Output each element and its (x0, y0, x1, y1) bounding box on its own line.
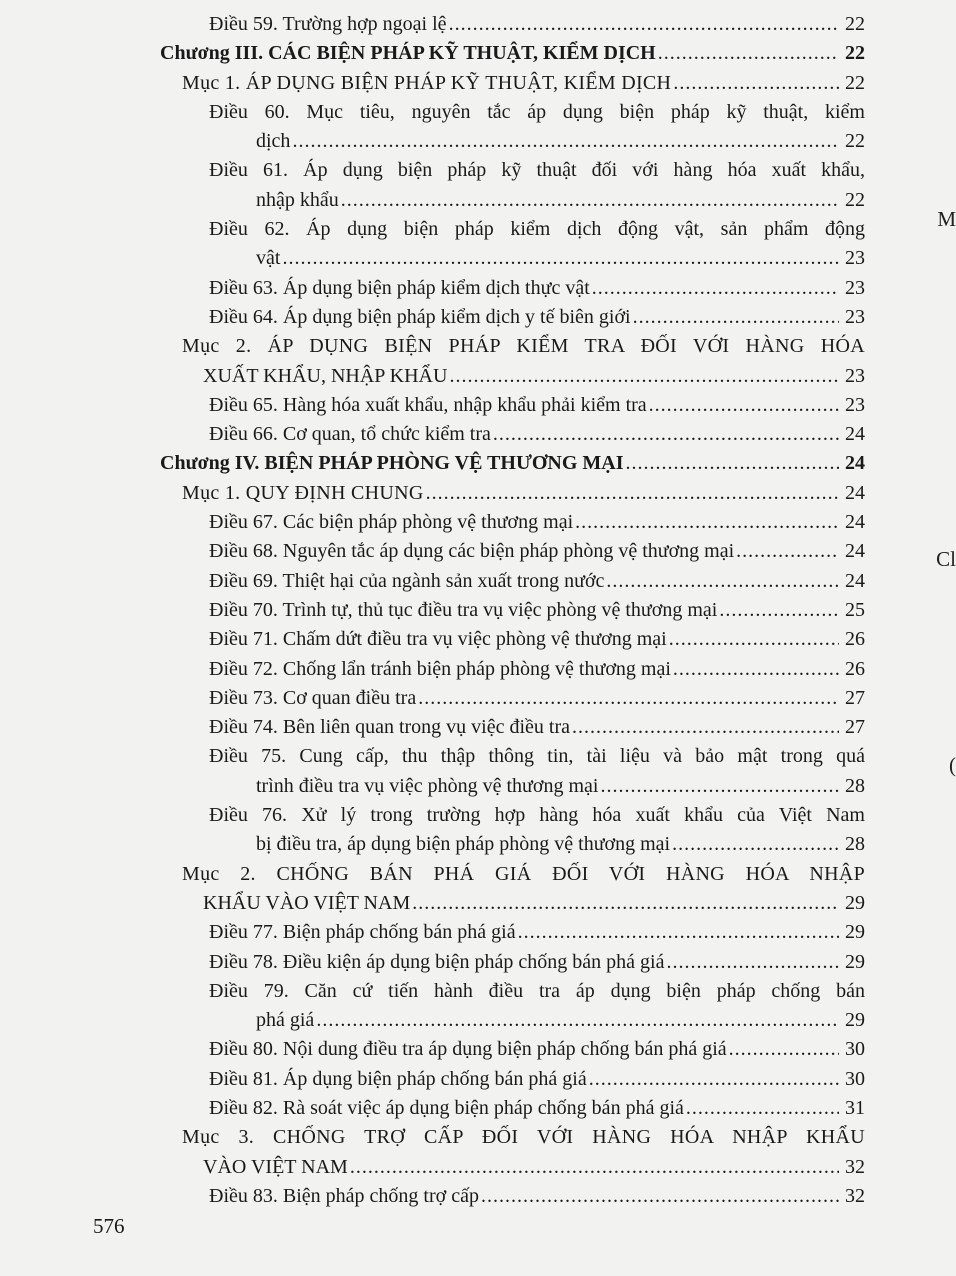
entry-page-number: 29 (845, 950, 865, 973)
entry-title: Điều 75. Cung cấp, thu thập thông tin, tài liệu và bảo mật trong quá (209, 745, 865, 768)
chapter-heading (0, 449, 956, 478)
dot-leader (666, 948, 839, 977)
entry-page-number: 22 (845, 71, 865, 94)
article-entry (0, 977, 956, 1006)
dot-leader (316, 1006, 839, 1035)
section-heading (0, 332, 956, 361)
article-entry-continuation (0, 186, 956, 215)
entry-title: Điều 62. Áp dụng biện pháp kiểm dịch động vật, sản phẩm động (209, 218, 865, 241)
article-entry (0, 1182, 956, 1211)
entry-page-number: 24 (845, 423, 865, 446)
dot-leader (633, 303, 839, 332)
entry-page-number: 24 (845, 511, 865, 534)
entry-title: Điều 78. Điều kiện áp dụng biện pháp chống bán phá giá (209, 950, 665, 973)
dot-leader (493, 420, 839, 449)
entry-page-number: 27 (845, 716, 865, 739)
dot-leader (672, 830, 839, 859)
next-page-fragment: M (937, 207, 956, 231)
article-entry-continuation (0, 244, 956, 273)
entry-title: Điều 73. Cơ quan điều tra (209, 686, 417, 709)
entry-page-number: 29 (845, 891, 865, 914)
dot-leader (589, 1065, 839, 1094)
entry-title-continuation: KHẨU VÀO VIỆT NAM (203, 891, 411, 914)
section-heading (0, 1123, 956, 1152)
article-entry (0, 742, 956, 771)
entry-title: Mục 1. QUY ĐỊNH CHUNG (182, 481, 424, 504)
entry-page-number: 24 (845, 540, 865, 563)
entry-title-continuation: trình điều tra vụ việc phòng vệ thương mại (256, 774, 599, 797)
entry-title: Điều 79. Căn cứ tiến hành điều tra áp dụng biện pháp chống bán (209, 979, 865, 1002)
dot-leader (418, 684, 839, 713)
section-heading (0, 69, 956, 98)
dot-leader (686, 1094, 839, 1123)
section-heading (0, 479, 956, 508)
dot-leader (481, 1182, 839, 1211)
entry-title-continuation: bị điều tra, áp dụng biện pháp phòng vệ thương mại (256, 833, 671, 856)
next-page-fragment: Cl (936, 547, 956, 571)
article-entry (0, 655, 956, 684)
article-entry (0, 713, 956, 742)
entry-page-number: 22 (845, 13, 865, 35)
article-entry (0, 801, 956, 830)
chapter-heading (0, 39, 956, 68)
article-entry-continuation (0, 830, 956, 859)
article-entry (0, 508, 956, 537)
entry-page-number: 30 (845, 1067, 865, 1090)
entry-title: Điều 61. Áp dụng biện pháp kỹ thuật đối với hàng hóa xuất khẩu, (209, 159, 865, 182)
dot-leader (426, 479, 839, 508)
entry-page-number: 25 (845, 598, 865, 621)
entry-title-continuation: VÀO VIỆT NAM (203, 1155, 348, 1178)
entry-page-number: 23 (845, 276, 865, 299)
dot-leader (592, 274, 839, 303)
entry-title: Mục 1. ÁP DỤNG BIỆN PHÁP KỸ THUẬT, KIỂM DỊCH (182, 71, 672, 94)
entry-page-number: 31 (845, 1096, 865, 1119)
entry-title: Mục 2. ÁP DỤNG BIỆN PHÁP KIỂM TRA ĐỐI VỚI HÀNG HÓA (182, 335, 865, 358)
entry-page-number: 24 (845, 481, 865, 504)
entry-title: Điều 66. Cơ quan, tổ chức kiểm tra (209, 423, 491, 446)
entry-page-number: 26 (845, 657, 865, 680)
entry-title: Điều 69. Thiệt hại của ngành sản xuất trong nước (209, 569, 605, 592)
entry-title-continuation: vật (256, 247, 281, 270)
entry-page-number: 23 (845, 305, 865, 328)
article-entry (0, 596, 956, 625)
entry-page-number: 32 (845, 1155, 865, 1178)
entry-title: Chương IV. BIỆN PHÁP PHÒNG VỆ THƯƠNG MẠI (160, 452, 624, 475)
entry-page-number: 29 (845, 1009, 865, 1032)
article-entry (0, 1035, 956, 1064)
dot-leader (412, 889, 839, 918)
dot-leader (600, 772, 839, 801)
dot-leader (282, 244, 839, 273)
entry-page-number: 26 (845, 628, 865, 651)
article-entry (0, 10, 956, 39)
dot-leader (572, 713, 839, 742)
article-entry-continuation (0, 1006, 956, 1035)
entry-title: Mục 3. CHỐNG TRỢ CẤP ĐỐI VỚI HÀNG HÓA NHẬP KHẨU (182, 1126, 865, 1149)
entry-title: Điều 59. Trường hợp ngoại lệ (209, 13, 447, 35)
entry-title: Điều 64. Áp dụng biện pháp kiểm dịch y tế biên giới (209, 305, 631, 328)
section-heading-continuation (0, 889, 956, 918)
dot-leader (341, 186, 839, 215)
entry-title: Điều 68. Nguyên tắc áp dụng các biện pháp phòng vệ thương mại (209, 540, 735, 563)
entry-title: Điều 70. Trình tự, thủ tục điều tra vụ việc phòng vệ thương mại (209, 598, 718, 621)
article-entry-continuation (0, 772, 956, 801)
entry-title: Điều 60. Mục tiêu, nguyên tắc áp dụng biện pháp kỹ thuật, kiểm (209, 100, 865, 123)
entry-page-number: 22 (845, 42, 865, 65)
entry-title: Điều 72. Chống lẩn tránh biện pháp phòng vệ thương mại (209, 657, 671, 680)
article-entry (0, 156, 956, 185)
article-entry (0, 1065, 956, 1094)
entry-title: Điều 63. Áp dụng biện pháp kiểm dịch thực vật (209, 276, 590, 299)
article-entry (0, 98, 956, 127)
article-entry (0, 684, 956, 713)
entry-page-number: 29 (845, 921, 865, 944)
entry-title-continuation: phá giá (256, 1009, 315, 1032)
article-entry (0, 274, 956, 303)
entry-title: Điều 81. Áp dụng biện pháp chống bán phá giá (209, 1067, 587, 1090)
entry-title: Điều 80. Nội dung điều tra áp dụng biện pháp chống bán phá giá (209, 1038, 727, 1061)
entry-title: Điều 76. Xử lý trong trường hợp hàng hóa xuất khẩu của Việt Nam (209, 804, 865, 827)
entry-page-number: 22 (845, 188, 865, 211)
entry-title: Điều 83. Biện pháp chống trợ cấp (209, 1184, 479, 1207)
dot-leader (673, 655, 839, 684)
dot-leader (669, 625, 839, 654)
dot-leader (649, 391, 839, 420)
dot-leader (292, 127, 839, 156)
table-of-contents (0, 10, 956, 1211)
dot-leader (606, 567, 839, 596)
entry-title: Điều 77. Biện pháp chống bán phá giá (209, 921, 516, 944)
entry-page-number: 30 (845, 1038, 865, 1061)
dot-leader (626, 449, 839, 478)
entry-page-number: 23 (845, 393, 865, 416)
entry-title-continuation: XUẤT KHẨU, NHẬP KHẨU (203, 364, 448, 387)
article-entry-continuation (0, 127, 956, 156)
entry-page-number: 28 (845, 774, 865, 797)
entry-title: Điều 67. Các biện pháp phòng vệ thương mại (209, 511, 574, 534)
section-heading-continuation (0, 1153, 956, 1182)
dot-leader (449, 362, 839, 391)
entry-page-number: 24 (845, 452, 865, 475)
entry-page-number: 24 (845, 569, 865, 592)
article-entry (0, 918, 956, 947)
entry-page-number: 23 (845, 364, 865, 387)
article-entry (0, 1094, 956, 1123)
entry-page-number: 28 (845, 833, 865, 856)
entry-title: Điều 74. Bên liên quan trong vụ việc điều tra (209, 716, 571, 739)
entry-title-continuation: dịch (256, 130, 291, 153)
entry-title: Điều 65. Hàng hóa xuất khẩu, nhập khẩu phải kiểm tra (209, 393, 647, 416)
section-heading (0, 860, 956, 889)
dot-leader (673, 69, 839, 98)
article-entry (0, 303, 956, 332)
dot-leader (719, 596, 839, 625)
article-entry (0, 948, 956, 977)
article-entry (0, 420, 956, 449)
entry-page-number: 27 (845, 686, 865, 709)
section-heading-continuation (0, 362, 956, 391)
entry-page-number: 32 (845, 1184, 865, 1207)
article-entry (0, 567, 956, 596)
entry-title-continuation: nhập khẩu (256, 188, 339, 211)
article-entry (0, 215, 956, 244)
dot-leader (575, 508, 839, 537)
dot-leader (449, 10, 839, 39)
entry-title: Mục 2. CHỐNG BÁN PHÁ GIÁ ĐỐI VỚI HÀNG HÓA NHẬP (182, 862, 865, 885)
entry-page-number: 22 (845, 130, 865, 153)
dot-leader (736, 537, 839, 566)
entry-title: Điều 82. Rà soát việc áp dụng biện pháp chống bán phá giá (209, 1096, 684, 1119)
entry-page-number: 23 (845, 247, 865, 270)
next-page-fragment: ( (949, 753, 956, 777)
dot-leader (518, 918, 839, 947)
entry-title: Chương III. CÁC BIỆN PHÁP KỸ THUẬT, KIỂM DỊCH (160, 42, 656, 65)
dot-leader (350, 1153, 839, 1182)
article-entry (0, 625, 956, 654)
entry-title: Điều 71. Chấm dứt điều tra vụ việc phòng vệ thương mại (209, 628, 667, 651)
dot-leader (729, 1035, 839, 1064)
dot-leader (658, 39, 839, 68)
article-entry (0, 537, 956, 566)
page-number: 576 (93, 1214, 125, 1238)
article-entry (0, 391, 956, 420)
